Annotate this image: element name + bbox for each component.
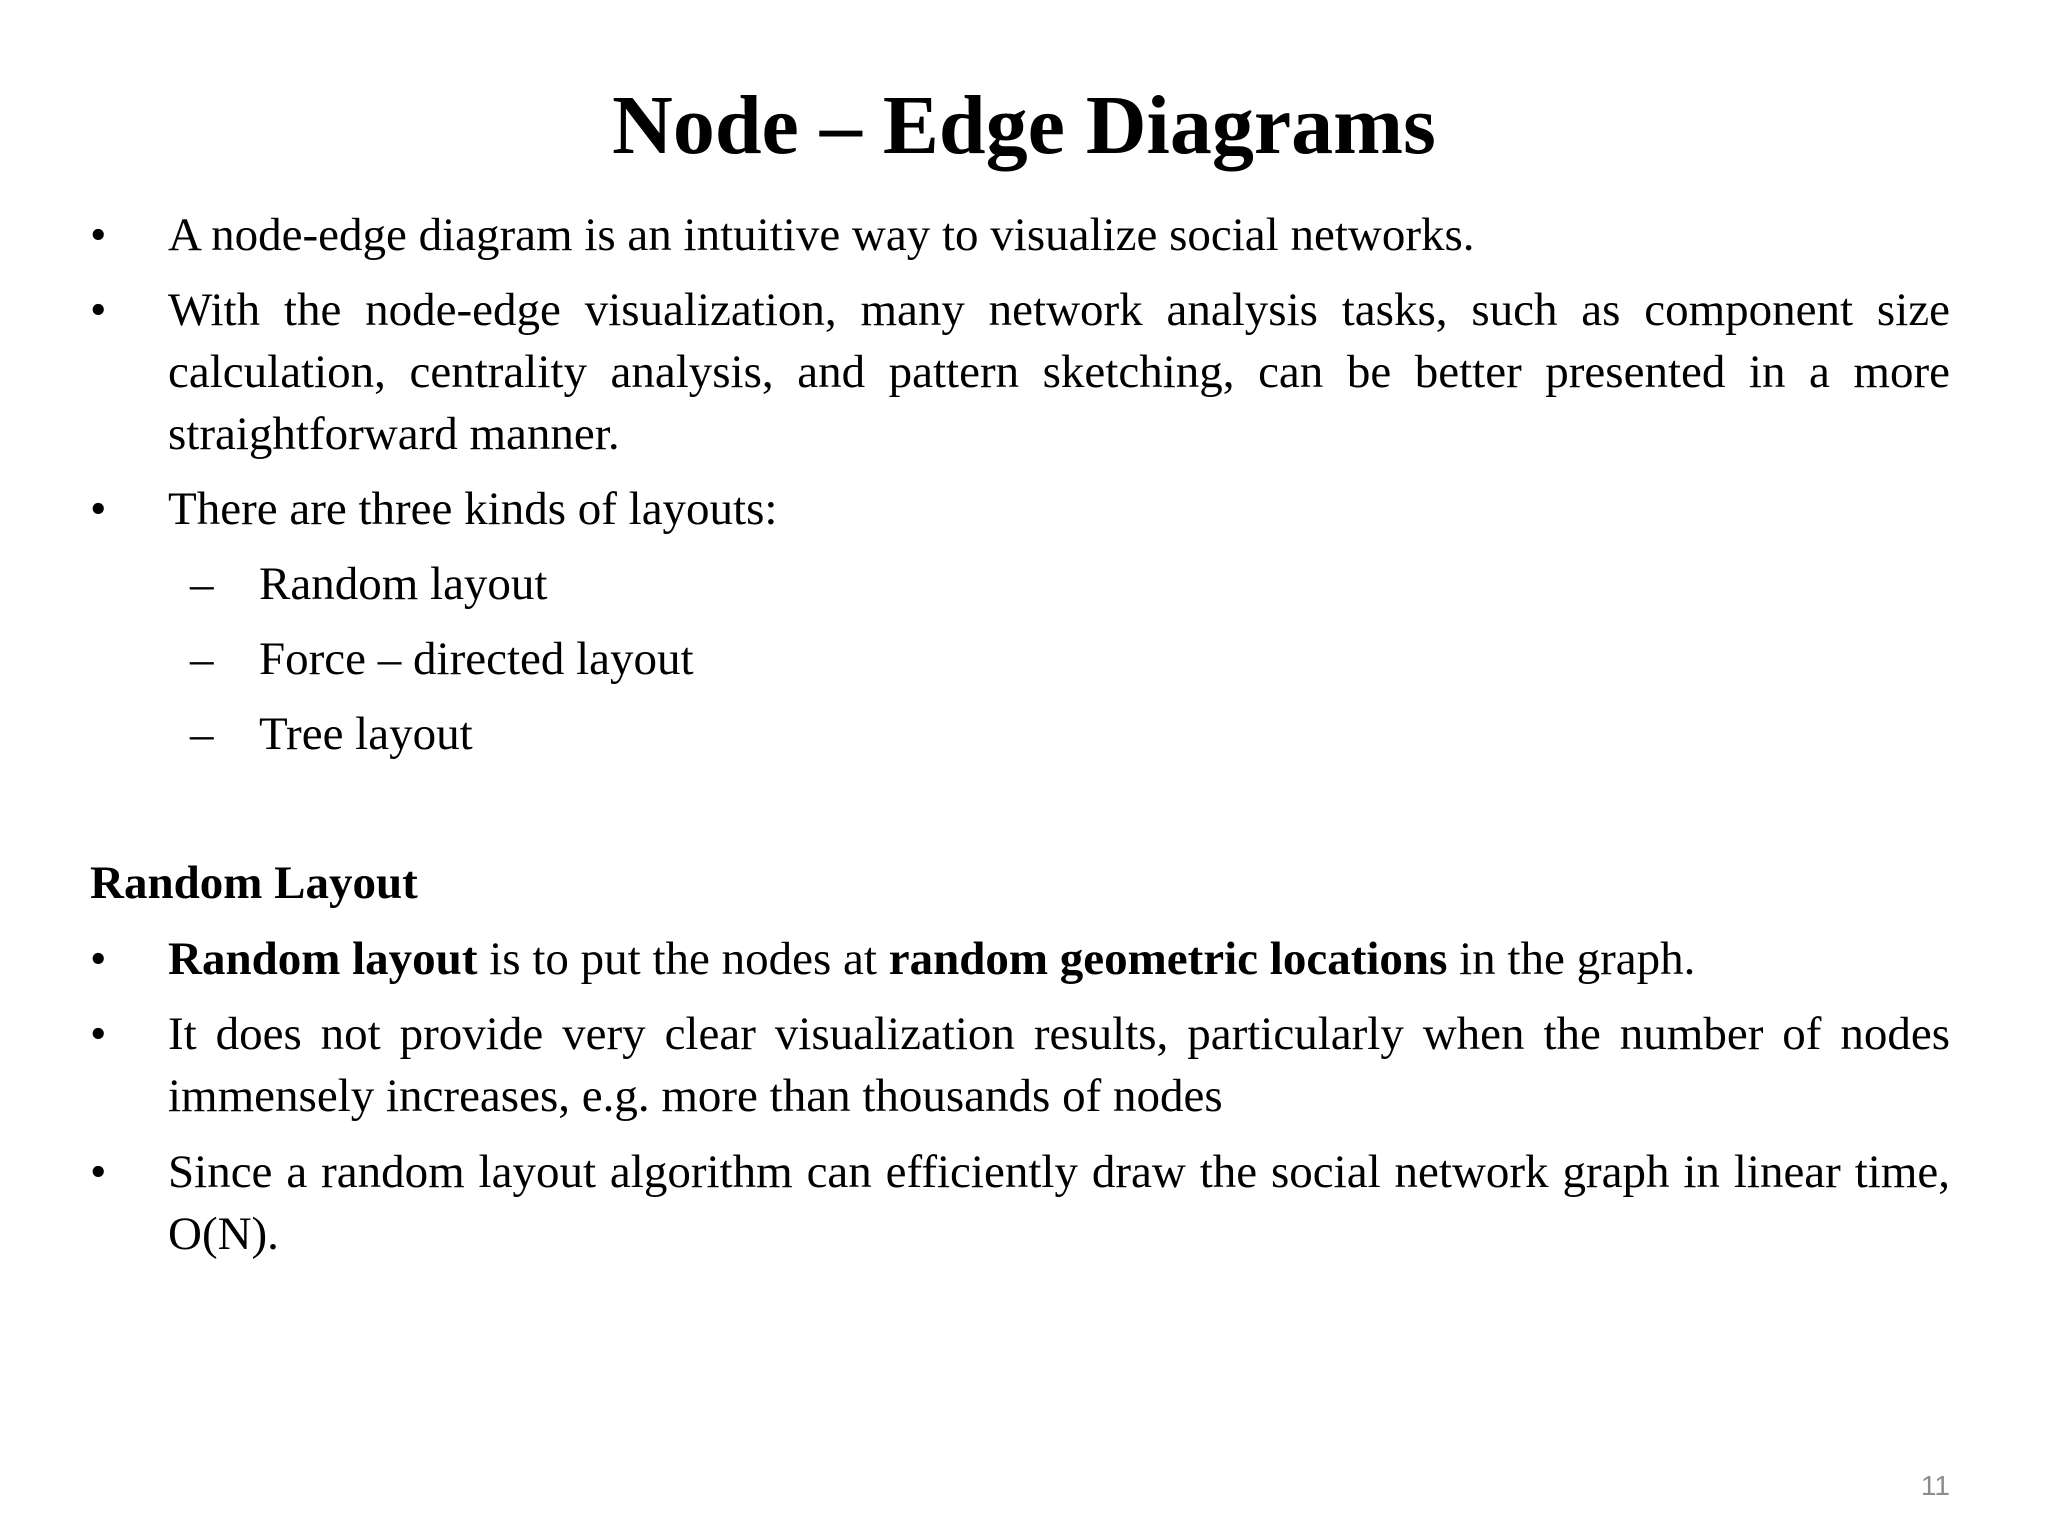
text-segment: in the graph. — [1447, 933, 1696, 985]
bullet-random-limitation: It does not provide very clear visualization results, particularly when the number of nodes immensely increases, e.g. more than thousands of nodes — [168, 1008, 1950, 1122]
bullet-marker: • — [90, 284, 107, 336]
sub-item-force-directed-layout: Force – directed layout — [259, 633, 694, 685]
bullet-marker: • — [90, 209, 107, 261]
bullet-marker: • — [90, 1146, 107, 1198]
bullet-intro: A node-edge diagram is an intuitive way to visualize social networks. — [168, 209, 1475, 261]
bullet-random-definition — [168, 928, 1950, 990]
bullet-marker: • — [90, 483, 107, 535]
page-number: 11 — [1920, 1470, 1950, 1501]
sub-item-tree-layout: Tree layout — [259, 708, 473, 760]
bullet-tasks: With the node-edge visualization, many network analysis tasks, such as component size calculation, centrality analysis, and pattern sketching, can be better presented in a more straightforward manner. — [168, 284, 1950, 460]
dash-marker: – — [190, 558, 214, 610]
dash-marker: – — [190, 708, 214, 760]
bullet-marker: • — [90, 1008, 107, 1060]
bullet-random-complexity: Since a random layout algorithm can efficiently draw the social network graph in linear time, O(N). — [168, 1146, 1950, 1260]
bullet-marker: • — [90, 933, 107, 985]
bullet-layout-kinds: There are three kinds of layouts: — [168, 483, 778, 535]
dash-marker: – — [190, 633, 214, 685]
bold-term-random-locations: random geometric locations — [888, 933, 1448, 985]
bold-term-random-layout: Random layout — [168, 933, 478, 985]
text-segment: is to put the nodes at — [477, 933, 889, 985]
sub-item-random-layout: Random layout — [259, 558, 548, 610]
section-heading-random-layout: Random Layout — [90, 857, 418, 909]
slide-title: Node – Edge Diagrams — [612, 79, 1436, 172]
